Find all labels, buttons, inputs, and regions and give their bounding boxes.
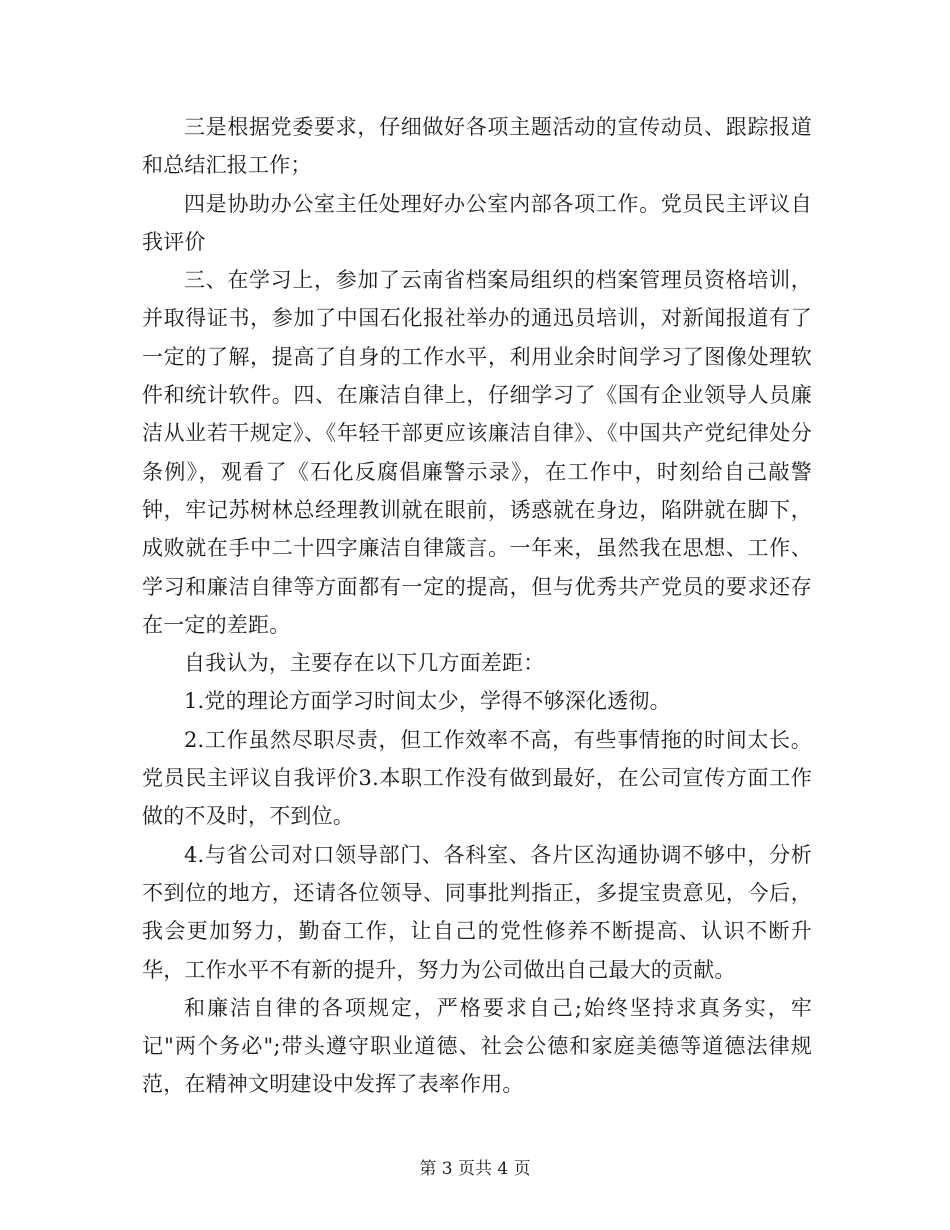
paragraph-7: 4.与省公司对口领导部门、各科室、各片区沟通协调不够中，分析不到位的地方，还请各位领导、同事批判指正，多提宝贵意见，今后，我会更加努力，勤奋工作，让自己的党性修养不断提高、认识不断升华，工作水平不有新的提升，努力为公司做出自己最大的贡献。	[142, 842, 812, 982]
paragraph-1: 三是根据党委要求，仔细做好各项主题活动的宣传动员、跟踪报道和总结汇报工作；	[142, 115, 812, 178]
paragraph-3: 三、在学习上，参加了云南省档案局组织的档案管理员资格培训，并取得证书，参加了中国石化报社举办的通迅员培训，对新闻报道有了一定的了解，提高了自身的工作水平，利用业余时间学习了图像处理软件和统计软件。四、在廉洁自律上，仔细学习了《国有企业领导人员廉洁从业若干规定》、《年轻干部更应该廉洁自律》、《中国共产党纪律处分条例》，观看了《石化反腐倡廉警示录》，在工作中，时刻给自己敲警钟，牢记苏树林总经理教训就在眼前，诱惑就在身边，陷阱就在脚下，成败就在手中二十四字廉洁自律箴言。一年来，虽然我在思想、工作、学习和廉洁自律等方面都有一定的提高，但与优秀共产党员的要求还存在一定的差距。	[142, 268, 812, 637]
paragraph-4: 自我认为，主要存在以下几方面差距：	[184, 651, 545, 676]
paragraph-5: 1.党的理论方面学习时间太少，学得不够深化透彻。	[184, 689, 671, 714]
paragraph-6: 2.工作虽然尽职尽责，但工作效率不高，有些事情拖的时间太长。党员民主评议自我评价3.本职工作没有做到最好，在公司宣传方面工作做的不及时，不到位。	[142, 727, 812, 829]
paragraph-2: 四是协助办公室主任处理好办公室内部各项工作。党员民主评议自我评价	[142, 191, 812, 254]
document-body	[142, 108, 812, 1104]
page-number-footer: 第 3 页共 4 页	[419, 1159, 531, 1179]
paragraph-8: 和廉洁自律的各项规定，严格要求自己;始终坚持求真务实，牢记"两个务必";带头遵守职业道德、社会公德和家庭美德等道德法律规范，在精神文明建设中发挥了表率作用。	[142, 995, 812, 1097]
